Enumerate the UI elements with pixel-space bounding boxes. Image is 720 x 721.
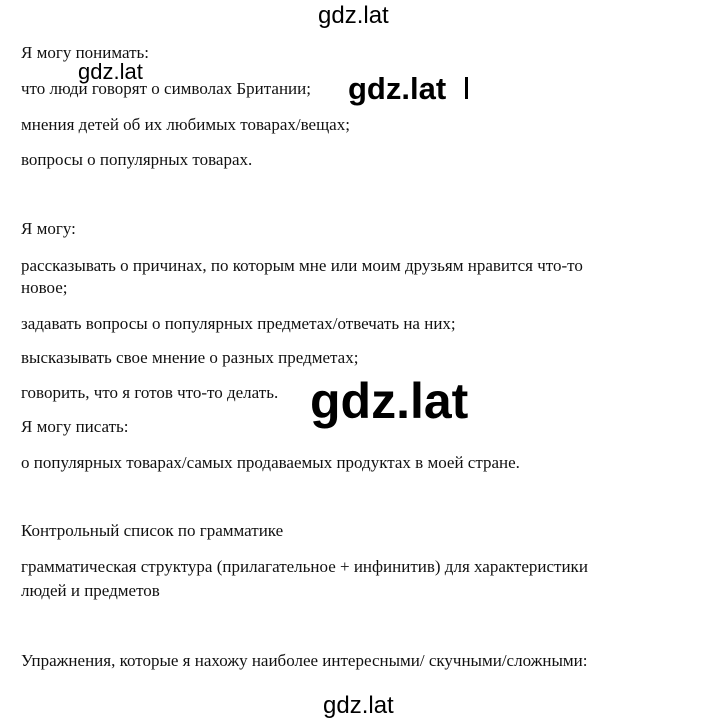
can-item-ready-to-do: говорить, что я готов что-то делать. <box>21 383 279 402</box>
can-item-reasons-line-1: рассказывать о причинах, по которым мне или моим друзьям нравится что-то <box>21 256 583 275</box>
watermark-small: gdz.lat <box>78 59 143 84</box>
watermark-bold-inline: gdz.lat <box>348 71 447 106</box>
understand-heading: Я могу понимать: <box>21 43 150 62</box>
watermark-big-center: gdz.lat <box>310 373 469 429</box>
can-heading: Я могу: <box>21 219 76 238</box>
can-item-ask-questions: задавать вопросы о популярных предметах/отвечать на них; <box>21 314 456 333</box>
grammar-heading: Контрольный список по грамматике <box>21 521 284 540</box>
can-item-reasons-line-2: новое; <box>21 278 68 297</box>
understand-item-britain-symbols: что люди говорят о символах Британии; <box>21 79 311 98</box>
write-item-popular-products: о популярных товарах/самых продаваемых продуктах в моей стране. <box>21 453 520 472</box>
grammar-structure-line-2: людей и предметов <box>21 581 160 600</box>
watermark-top: gdz.lat <box>318 2 389 29</box>
exercises-line: Упражнения, которые я нахожу наиболее интересными/ скучными/сложными: <box>21 651 588 670</box>
watermark-bottom: gdz.lat <box>323 692 394 719</box>
text-cursor-bar <box>465 77 468 99</box>
grammar-structure-line-1: грамматическая структура (прилагательное + инфинитив) для характеристики <box>21 557 588 576</box>
write-heading: Я могу писать: <box>21 417 129 436</box>
understand-item-favourite-things: мнения детей об их любимых товарах/вещах; <box>21 115 350 134</box>
can-item-express-opinion: высказывать свое мнение о разных предметах; <box>21 348 359 367</box>
understand-item-popular-goods: вопросы о популярных товарах. <box>21 150 253 169</box>
